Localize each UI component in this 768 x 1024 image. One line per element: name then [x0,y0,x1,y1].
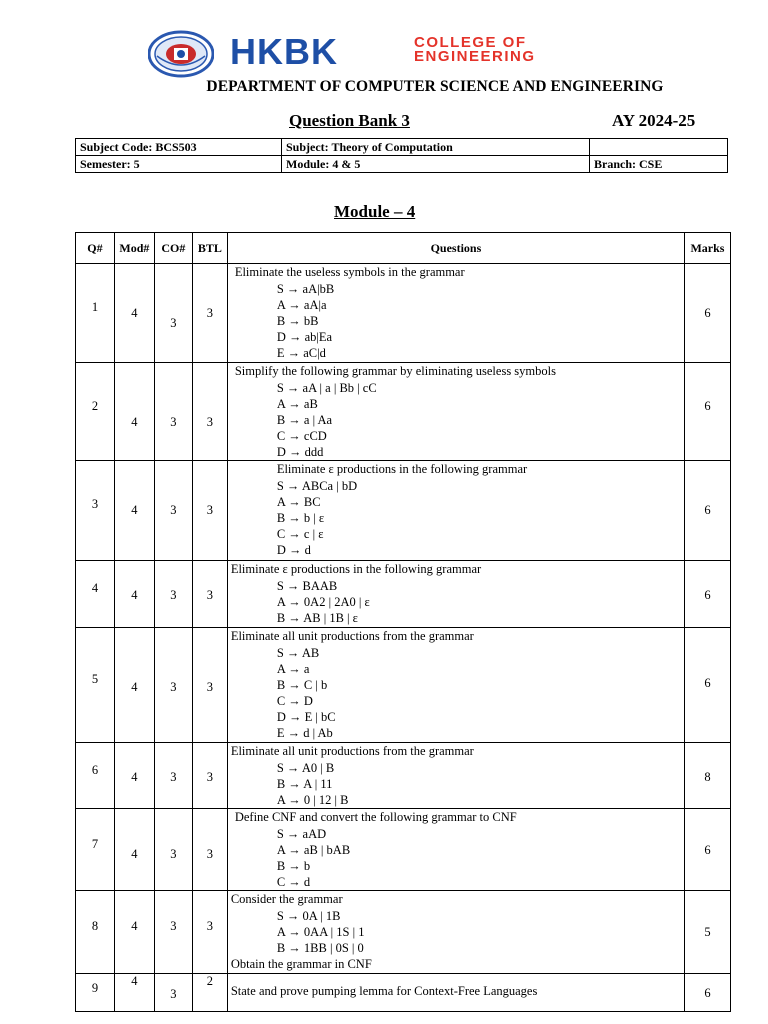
btl-level-cell [192,363,227,461]
question-number: 7 [91,837,99,851]
module-info: Module: 4 & 5 [282,156,590,173]
co-number: 3 [170,588,177,602]
grammar-production: A → aB | bAB [276,842,351,857]
question-text: State and prove pumping lemma for Context-Free Languages [230,984,538,998]
btl-level-cell [192,561,227,628]
question-number-cell [76,891,115,974]
question-cell [227,628,684,743]
header-marks: Marks [684,233,730,264]
grammar-production: B → bB [276,313,319,328]
grammar-production: D → E | bC [276,709,336,724]
question-text: Eliminate ε productions in the following grammar [230,562,482,576]
btl-level: 3 [206,306,213,320]
question-number-cell [76,743,115,809]
subject-code: Subject Code: BCS503 [76,139,282,156]
question-text: Eliminate the useless symbols in the grammar [234,265,465,279]
module-number: 4 [131,919,138,933]
question-number: 2 [91,399,99,413]
table-header-row [76,233,731,264]
header-co: CO# [154,233,192,264]
co-number-cell [154,264,192,363]
question-text: Simplify the following grammar by eliminating useless symbols [234,364,556,378]
module-title: Module – 4 [334,202,416,221]
table-row [76,264,731,363]
co-number-cell [154,628,192,743]
question-cell [227,363,684,461]
btl-level: 3 [206,588,213,602]
module-number-cell [114,809,154,891]
btl-level-cell [192,461,227,561]
table-row [76,743,731,809]
table-row [76,561,731,628]
module-number-cell [114,264,154,363]
table-row [76,363,731,461]
grammar-production: D → ab|Ea [276,329,333,344]
marks: 6 [704,588,711,602]
module-number-cell [114,561,154,628]
question-text: Consider the grammar [230,892,343,906]
btl-level: 3 [206,919,213,933]
grammar-production: A → 0AA | 1S | 1 [276,924,365,939]
grammar-production: S → BAAB [276,578,338,593]
grammar-production: C → c | ε [276,526,324,541]
question-cell [227,743,684,809]
grammar-production: D → ddd [276,444,324,459]
question-cell [227,461,684,561]
btl-level-cell [192,743,227,809]
table-row [76,809,731,891]
grammar-production: A → BC [276,494,321,509]
marks: 6 [704,399,711,413]
grammar-production: B → AB | 1B | ε [276,610,358,625]
module-number: 4 [131,306,138,320]
grammar-production: B → a | Aa [276,412,333,427]
module-number-cell [114,628,154,743]
marks: 8 [704,770,711,784]
co-number: 3 [170,919,177,933]
empty-info-cell [590,139,728,156]
module-number-cell [114,363,154,461]
header-module: Mod# [114,233,154,264]
module-number: 4 [131,847,138,861]
question-text: Eliminate all unit productions from the grammar [230,744,474,758]
btl-level: 3 [206,680,213,694]
semester: Semester: 5 [76,156,282,173]
grammar-production: B → A | 11 [276,776,333,791]
question-cell [227,974,684,1012]
co-number: 3 [170,415,177,429]
co-number: 3 [170,503,177,517]
subject-info-table [75,138,728,173]
question-cell [227,264,684,363]
question-cell [227,891,684,974]
marks-cell [684,363,730,461]
subject-name: Subject: Theory of Computation [282,139,590,156]
grammar-production: E → aC|d [276,345,326,360]
header-questions: Questions [227,233,684,264]
college-name-line2: ENGINEERING [414,48,536,65]
grammar-production: B → b | ε [276,510,325,525]
grammar-production: B → b [276,858,311,873]
question-number-cell [76,264,115,363]
module-number: 4 [131,680,138,694]
module-number-cell [114,461,154,561]
marks: 6 [704,843,711,857]
module-number: 4 [131,588,138,602]
grammar-production: A → aB [276,396,318,411]
question-instruction: Obtain the grammar in CNF [230,956,372,971]
btl-level: 3 [206,770,213,784]
marks-cell [684,461,730,561]
grammar-production: S → aA | a | Bb | cC [276,380,377,395]
table-row [76,461,731,561]
grammar-production: C → D [276,693,313,708]
btl-level-cell [192,974,227,1012]
btl-level: 2 [206,974,213,988]
co-number: 3 [170,987,177,1001]
question-table [75,232,731,1012]
college-name [414,36,536,64]
question-text: Define CNF and convert the following grammar to CNF [234,810,517,824]
question-number: 3 [91,497,99,511]
question-number-cell [76,628,115,743]
grammar-production: C → cCD [276,428,327,443]
question-number-cell [76,461,115,561]
question-number-cell [76,363,115,461]
marks-cell [684,628,730,743]
grammar-production: D → d [276,542,311,557]
grammar-production: B → 1BB | 0S | 0 [276,940,364,955]
header-btl: BTL [192,233,227,264]
college-header [0,28,768,78]
college-short-name: HKBK [230,31,338,72]
btl-level-cell [192,891,227,974]
header-q-number: Q# [76,233,115,264]
module-number: 4 [131,974,138,988]
grammar-production: A → a [276,661,310,676]
grammar-production: S → AB [276,645,320,660]
college-name-line1: COLLEGE OF [414,34,527,51]
module-number-cell [114,891,154,974]
question-cell [227,561,684,628]
question-number: 4 [91,581,99,595]
co-number-cell [154,461,192,561]
module-number-cell [114,743,154,809]
co-number-cell [154,891,192,974]
marks: 6 [704,986,711,1000]
question-bank-title: Question Bank 3 [289,111,410,130]
question-number-cell [76,974,115,1012]
grammar-production: E → d | Ab [276,725,333,740]
question-number: 1 [91,300,99,314]
module-number-cell [114,974,154,1012]
grammar-production: S → aA|bB [276,281,335,296]
branch: Branch: CSE [590,156,728,173]
btl-level: 3 [206,847,213,861]
btl-level: 3 [206,503,213,517]
btl-level-cell [192,628,227,743]
question-text: Eliminate all unit productions from the grammar [230,629,474,643]
grammar-production: S → aAD [276,826,327,841]
co-number-cell [154,561,192,628]
grammar-production: S → A0 | B [276,760,335,775]
marks-cell [684,561,730,628]
table-row [76,974,731,1012]
co-number: 3 [170,680,177,694]
question-cell [227,809,684,891]
co-number-cell [154,809,192,891]
department-title: DEPARTMENT OF COMPUTER SCIENCE AND ENGINEERING [206,78,664,95]
table-row [76,891,731,974]
marks-cell [684,891,730,974]
question-number-cell [76,561,115,628]
question-number: 9 [91,981,99,995]
marks: 6 [704,503,711,517]
btl-level-cell [192,264,227,363]
question-number: 8 [91,919,99,933]
co-number-cell [154,363,192,461]
btl-level: 3 [206,415,213,429]
co-number-cell [154,974,192,1012]
co-number: 3 [170,847,177,861]
grammar-production: B → C | b [276,677,328,692]
marks-cell [684,264,730,363]
question-number-cell [76,809,115,891]
btl-level-cell [192,809,227,891]
grammar-production: C → d [276,874,311,889]
marks: 6 [704,306,711,320]
question-text: Eliminate ε productions in the following grammar [276,462,528,476]
question-number: 6 [91,763,99,777]
marks: 6 [704,676,711,690]
module-number: 4 [131,503,138,517]
grammar-production: S → ABCa | bD [276,478,358,493]
grammar-production: A → 0 | 12 | B [276,792,349,807]
question-number: 5 [91,672,99,686]
marks: 5 [704,925,711,939]
college-logo-icon [148,30,214,78]
marks-cell [684,743,730,809]
module-number: 4 [131,415,138,429]
co-number: 3 [170,770,177,784]
co-number: 3 [170,316,177,330]
co-number-cell [154,743,192,809]
marks-cell [684,809,730,891]
marks-cell [684,974,730,1012]
table-row [76,628,731,743]
grammar-production: S → 0A | 1B [276,908,341,923]
academic-year: AY 2024-25 [612,111,696,130]
grammar-production: A → 0A2 | 2A0 | ε [276,594,370,609]
grammar-production: A → aA|a [276,297,327,312]
module-number: 4 [131,770,138,784]
